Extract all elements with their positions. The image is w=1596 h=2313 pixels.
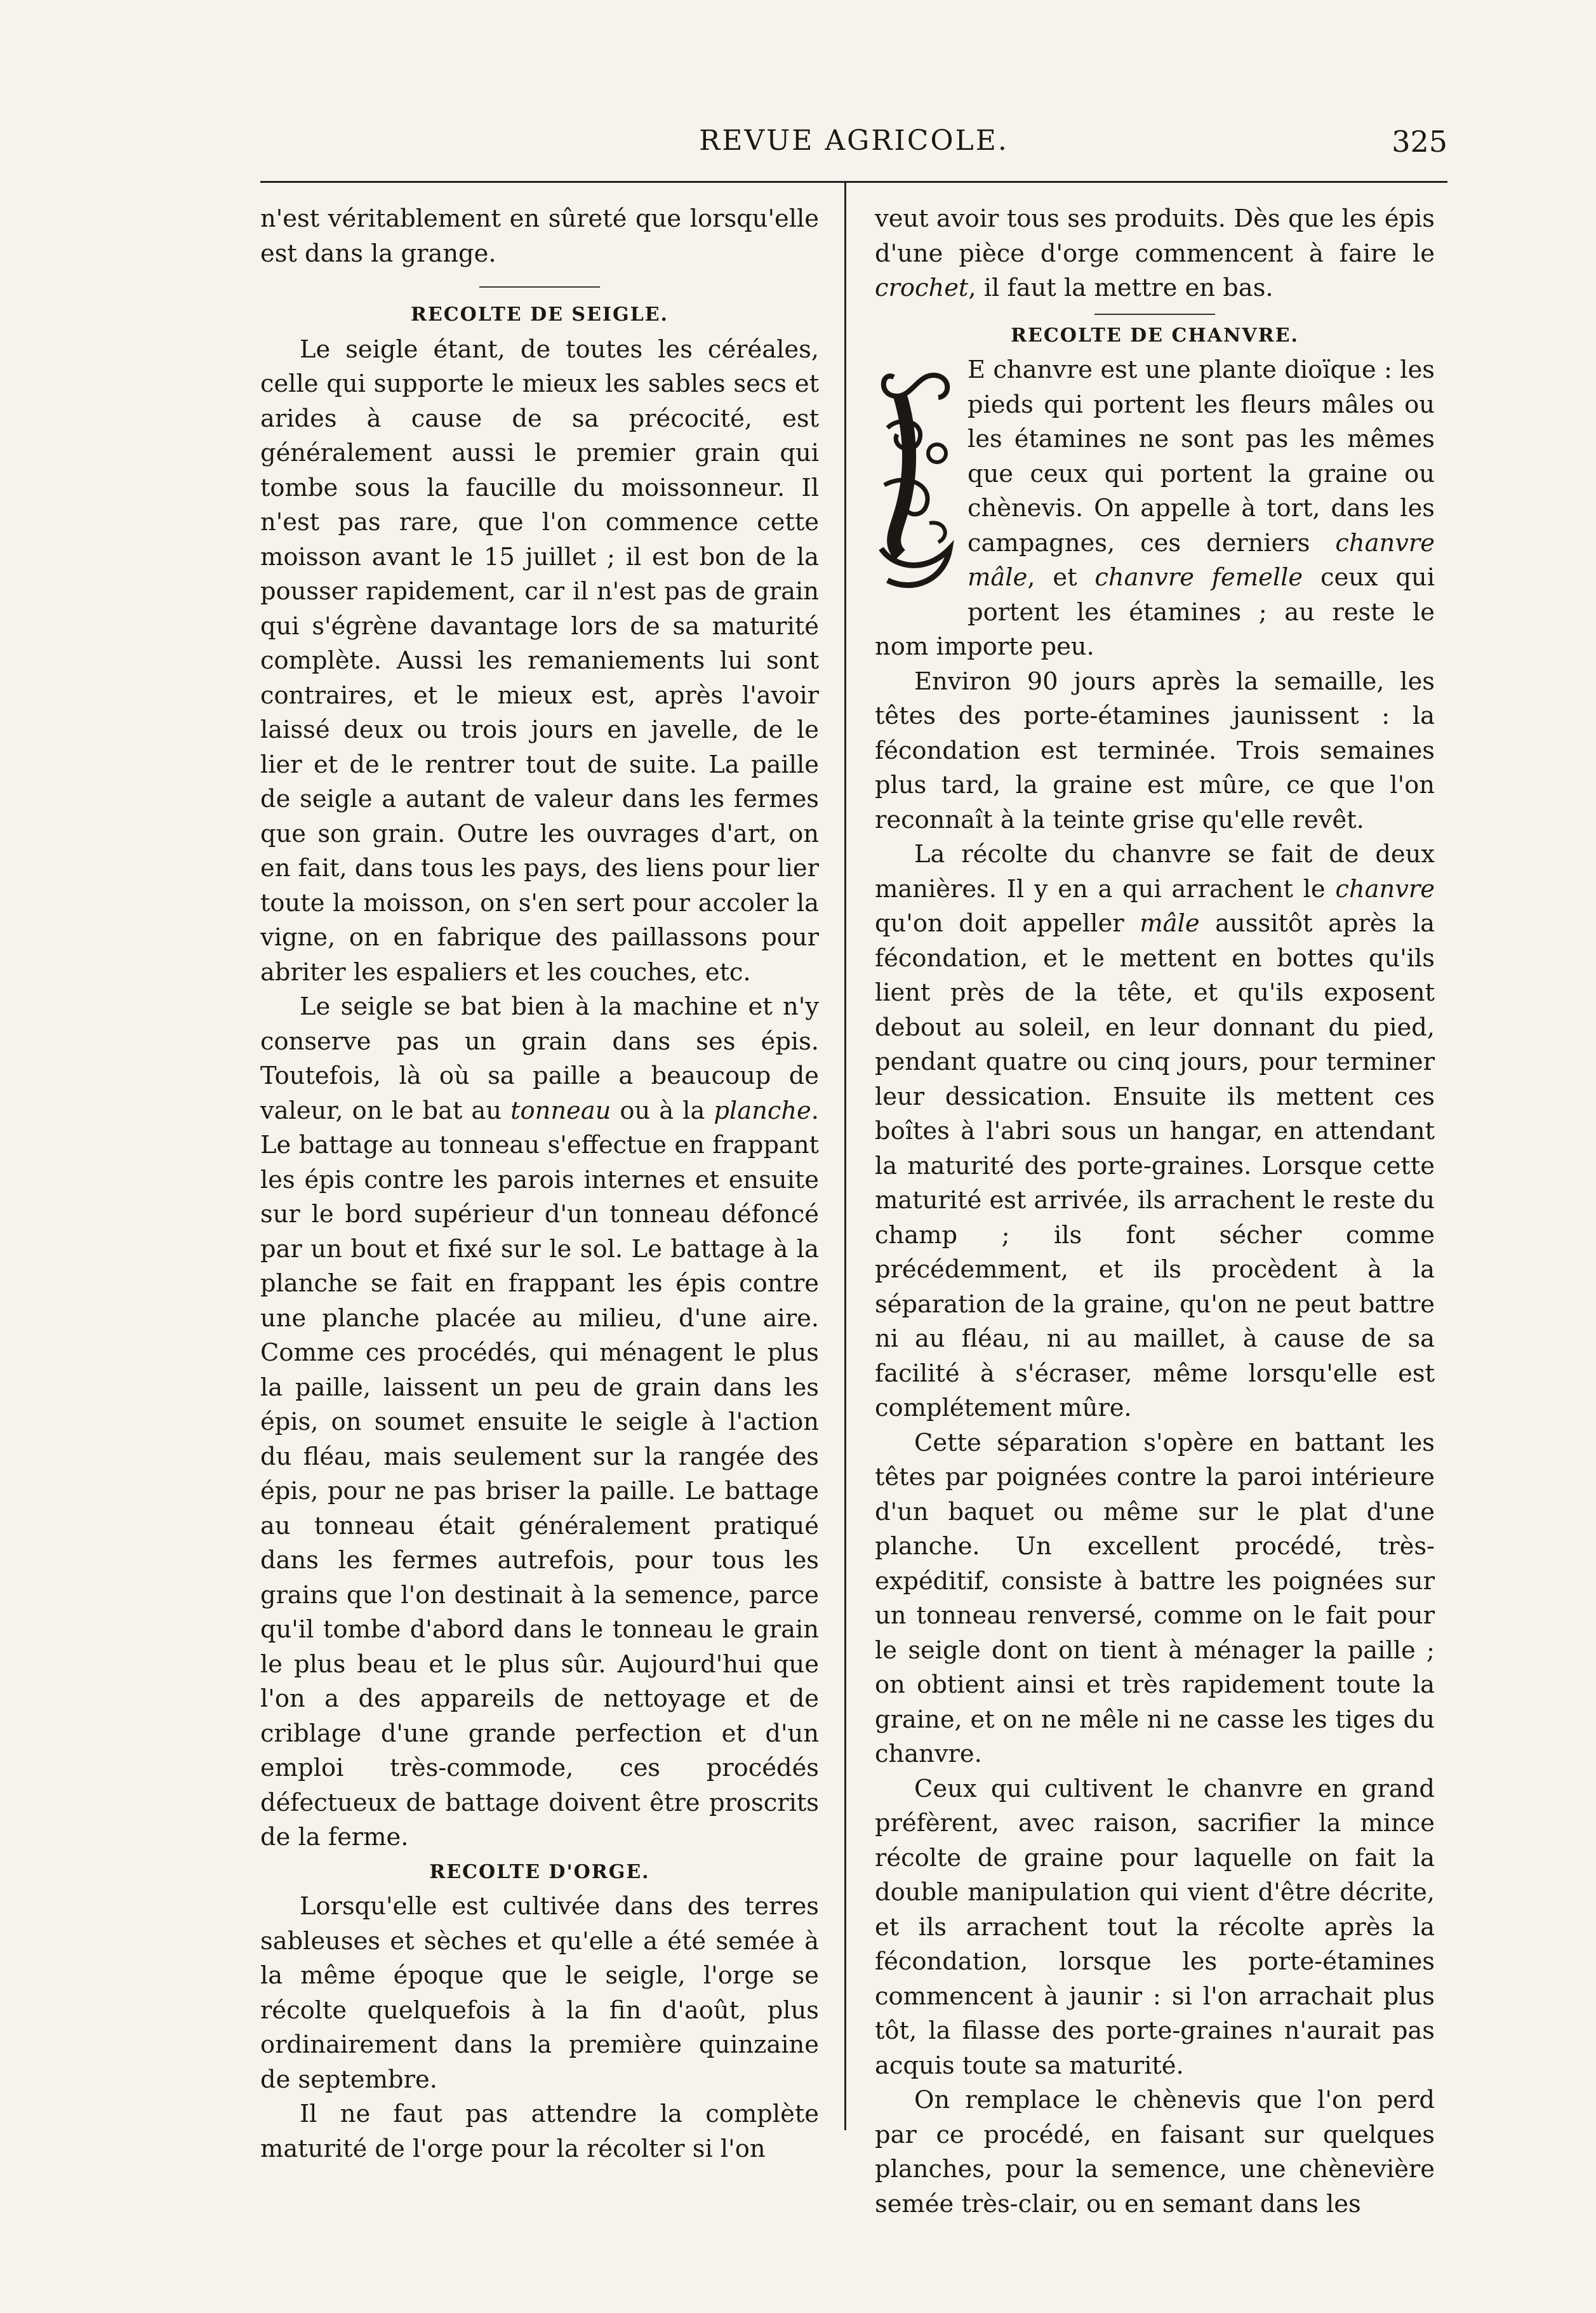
paragraph-chanvre-1: E chanvre est une plante dioïque : les pieds qui portent les fleurs mâles ou les étamines ne sont pas les mêmes que ceux qui portent la graine ou chènevis. On appelle à tort, dans les campagnes, ces derniers chanvre mâle, et chanvre femelle ceux qui portent les étamines ; au reste le nom importe peu. bbox=[875, 356, 1435, 661]
header-rule bbox=[260, 181, 1447, 183]
paragraph-chanvre-4: Cette séparation s'opère en battant les têtes par poignées contre la paroi intérieure d'un baquet ou même sur le plat d'une planche. Un excellent procédé, très-expéditif, consiste à battre les poignées sur un tonneau renversé, comme on le fait pour le seigle dont on tient à ménager la paille ; on obtient ainsi et très rapidement toute la graine, et on ne mêle ni ne casse les tiges du chanvre. bbox=[875, 1428, 1435, 1768]
paragraph-continuation: n'est véritablement en sûreté que lorsqu'elle est dans la grange. bbox=[260, 204, 819, 268]
right-column bbox=[875, 202, 1435, 2222]
page-header bbox=[260, 121, 1447, 165]
section-separator bbox=[479, 286, 600, 288]
heading-recolte-chanvre: RECOLTE DE CHANVRE. bbox=[1011, 324, 1299, 347]
paragraph-seigle-1: Le seigle étant, de toutes les céréales, celle qui supporte le mieux les sables secs et arides à cause de sa précocité, est généralement aussi le premier grain qui tombe sous la faucille du moissonneur. Il n'est pas rare, que l'on commence cette moisson avant le 15 juillet ; il est bon de la pousser rapidement, car il n'est pas de grain qui s'égrène davantage lors de sa maturité complète. Aussi les remaniements lui sont contraires, et le mieux est, après l'avoir laissé deux ou trois jours en javelle, de le lier et de le rentrer tout de suite. La paille de seigle a autant de valeur dans les fermes que son grain. Outre les ouvrages d'art, on en fait, dans tous les pays, des liens pour lier toute la moisson, on s'en sert pour accoler la vigne, on en fabrique des paillassons pour abriter les espaliers et les couches, etc. bbox=[260, 335, 819, 987]
ornamental-initial-l bbox=[875, 358, 956, 599]
italic-planche: planche bbox=[714, 1096, 811, 1125]
paragraph-orge-1: Lorsqu'elle est cultivée dans des terres sableuses et sèches et qu'elle a été semée à la même époque que le seigle, l'orge se récolte quelquefois à la fin d'août, plus ordinairement dans la première quinzaine de septembre. bbox=[260, 1892, 819, 2094]
paragraph-orge-2: Il ne faut pas attendre la complète maturité de l'orge pour la récolter si l'on bbox=[260, 2100, 819, 2163]
italic-chanvre-femelle: chanvre femelle bbox=[1094, 563, 1303, 592]
page-number: 325 bbox=[1392, 124, 1447, 159]
section-separator bbox=[1094, 314, 1215, 315]
heading-recolte-orge: RECOLTE D'ORGE. bbox=[429, 1860, 650, 1883]
paragraph-chanvre-5: Ceux qui cultivent le chanvre en grand préfèrent, avec raison, sacrifier la mince récolte de graine pour laquelle on fait la double manipulation qui vient d'être décrite, et ils arrachent tout la récolte après la fécondation, lorsque les porte-étamines commencent à jaunir : si l'on arrachait plus tôt, la filasse des porte-graines n'aurait pas acquis toute sa maturité. bbox=[875, 1774, 1435, 2080]
paragraph-chanvre-6: On remplace le chènevis que l'on perd par ce procédé, en faisant sur quelques planches, pour la semence, une chènevière semée très-clair, ou en semant dans les bbox=[875, 2086, 1435, 2218]
italic-male: mâle bbox=[1140, 909, 1200, 938]
column-rule bbox=[844, 181, 846, 2130]
italic-crochet: crochet bbox=[875, 274, 969, 302]
heading-recolte-seigle: RECOLTE DE SEIGLE. bbox=[410, 303, 668, 326]
running-title: REVUE AGRICOLE. bbox=[699, 124, 1009, 157]
left-column bbox=[260, 202, 819, 2166]
paragraph-chanvre-2: Environ 90 jours après la semaille, les têtes des porte-étamines jaunissent : la fécondation est terminée. Trois semaines plus tard, la graine est mûre, ce que l'on reconnaît à la teinte grise qu'elle revêt. bbox=[875, 667, 1435, 834]
paragraph-seigle-2: Le seigle se bat bien à la machine et n'y conserve pas un grain dans ses épis. Toutefois, là où sa paille a beaucoup de valeur, on le bat au tonneau ou à la planche. Le battage au tonneau s'effectue en frappant les épis contre les parois internes et ensuite sur le bord supérieur d'un tonneau défoncé par un bout et fixé sur le sol. Le battage à la planche se fait en frappant les épis contre une planche placée au milieu, d'une aire. Comme ces procédés, qui ménagent le plus la paille, laissent un peu de grain dans les épis, on soumet ensuite le seigle à l'action du fléau, mais seulement sur la rangée des épis, pour ne pas briser la paille. Le battage au tonneau était généralement pratiqué dans les fermes autrefois, pour tous les grains que l'on destinait à la semence, parce qu'il tombe d'abord dans le tonneau le grain le plus beau et le plus sûr. Aujourd'hui que l'on a des appareils de nettoyage et de criblage d'une grande perfection et d'un emploi très-commode, ces procédés défectueux de battage doivent être proscrits de la ferme. bbox=[260, 992, 819, 1851]
italic-tonneau: tonneau bbox=[510, 1096, 611, 1125]
italic-chanvre-male: chanvre mâle bbox=[968, 528, 1435, 592]
italic-chanvre: chanvre bbox=[1335, 874, 1435, 903]
paragraph-orge-continuation: veut avoir tous ses produits. Dès que les épis d'une pièce d'orge commencent à faire le crochet, il faut la mettre en bas. bbox=[875, 204, 1435, 302]
paragraph-chanvre-3: La récolte du chanvre se fait de deux manières. Il y en a qui arrachent le chanvre qu'on doit appeller mâle aussitôt après la fécondation, et le mettent en bottes qu'ils lient près de la tête, et qu'ils exposent debout au soleil, en leur donnant du pied, pendant quatre ou cinq jours, pour terminer leur dessication. Ensuite ils mettent ces boîtes à l'abri sous un hangar, en attendant la maturité des porte-graines. Lorsque cette maturité est arrivée, ils arrachent le reste du champ ; ils font sécher comme précédemment, et ils procèdent à la séparation de la graine, qu'on ne peut battre ni au fléau, ni au maillet, à cause de sa facilité à s'écraser, même lorsqu'elle est complétement mûre. bbox=[875, 840, 1435, 1422]
